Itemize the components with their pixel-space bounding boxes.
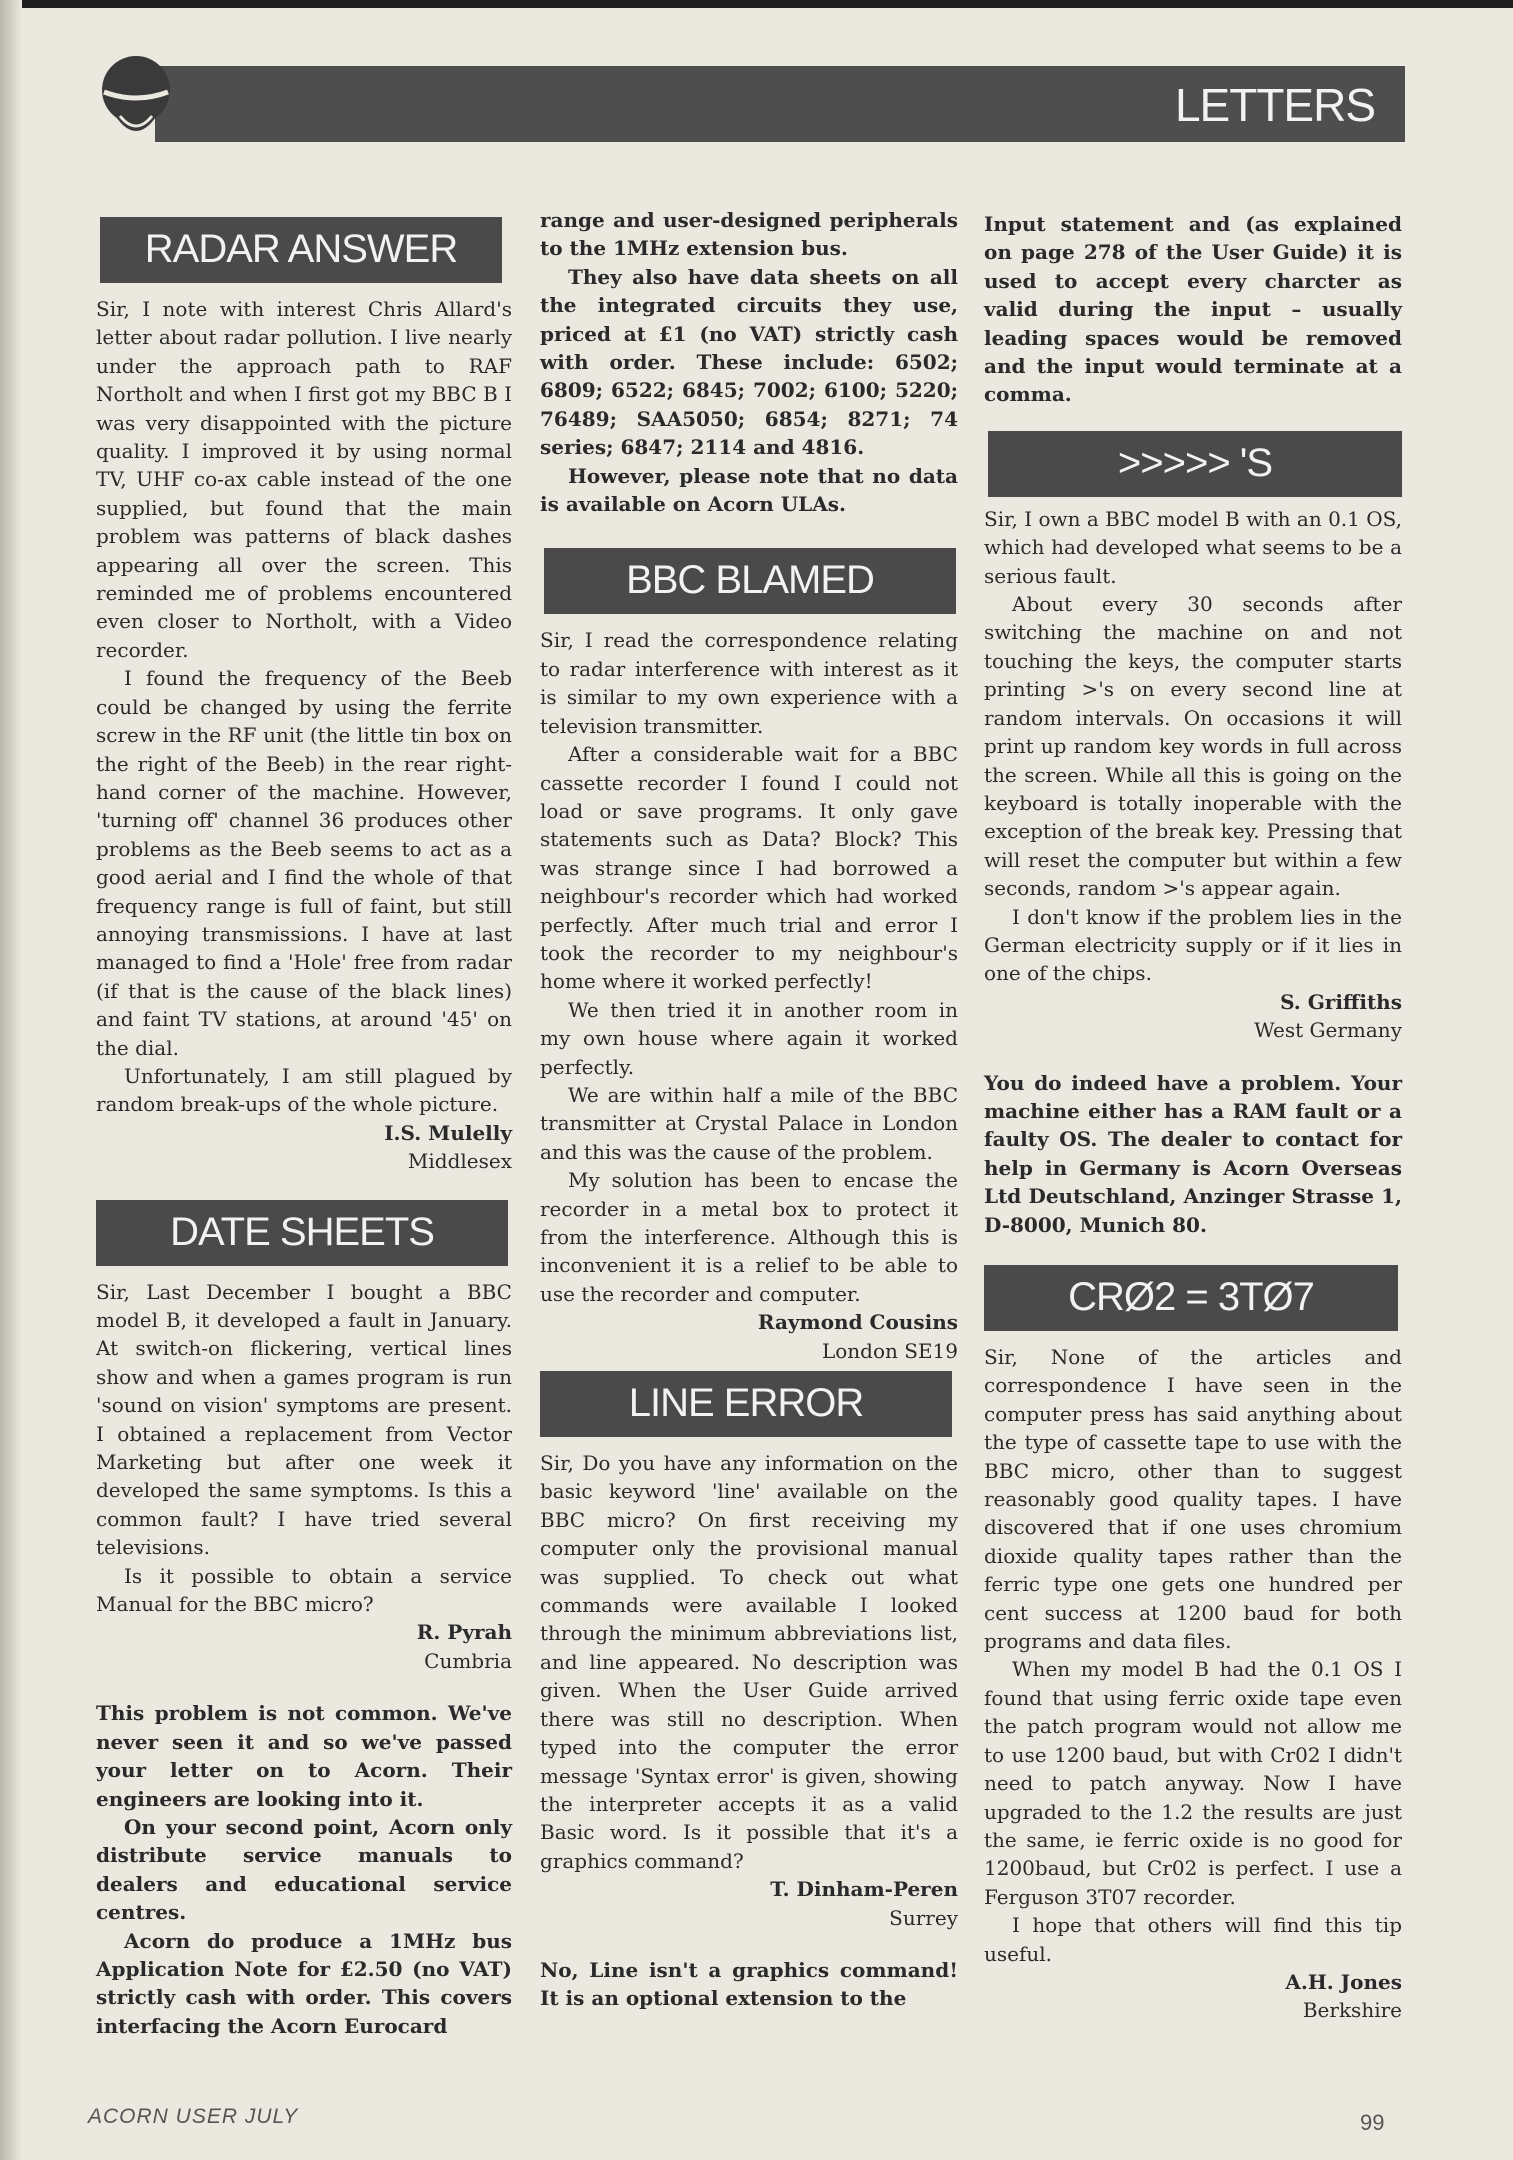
bbc-blamed-paragraph: My solution has been to encase the recorder in a metal box to protect it from the interference. Although this is inconvenient it is a relief to be able to use the recorder and computer.: [540, 1168, 958, 1306]
heading-date-sheets: DATE SHEETS: [96, 1200, 508, 1266]
signature-name: I.S. Mulelly: [384, 1120, 512, 1145]
signature-place: Surrey: [889, 1905, 958, 1930]
bbc-blamed-signature: [540, 1308, 958, 1365]
editor-reply-continued: range and user-designed peripherals to the 1MHz extension bus.: [540, 208, 958, 261]
prompts-paragraph: About every 30 seconds after switching the machine on and not touching the keys, the computer starts printing >'s on every second line at random intervals. On occasions it will print up random key words in full across the screen. While all this is going on the keyboard is totally inoperable with the exception of the break key. Pressing that will reset the computer but within a few seconds, random >'s appear again.: [984, 592, 1402, 901]
line-error-paragraph: Sir, Do you have any information on the basic keyword 'line' available on the BBC micro? On first receiving my computer only the provisional manual was supplied. To check out what commands were available I looked through the minimum abbreviations list, and line appeared. No description was given. When the User Guide arrived there was still no description. When typed into the computer the error message 'Syntax error' is given, showing the interpreter accepts it as a valid Basic word. Is it possible that it's a graphics command?: [540, 1451, 958, 1873]
heading-prompts: >>>>> 'S: [988, 431, 1402, 497]
radar-answer-paragraph: Sir, I note with interest Chris Allard's letter about radar pollution. I live nearly under the approach path to RAF Northolt and when I first got my BBC B I was very disappointed with the picture quality. I improved it by using normal TV, UHF co-ax cable instead of the one supplied, but found that the main problem was patterns of black dashes appearing all over the screen. This reminded me of problems encountered even closer to Northolt, with a Video recorder.: [96, 297, 512, 662]
column-2: [540, 206, 958, 2013]
radar-answer-paragraph: Unfortunately, I am still plagued by random break-ups of the whole picture.: [96, 1063, 512, 1117]
signature-place: London SE19: [821, 1338, 958, 1363]
top-rule: [0, 0, 1513, 8]
signature-name: T. Dinham-Peren: [770, 1877, 958, 1902]
signature-place: Middlesex: [407, 1149, 512, 1174]
radar-answer-signature: [96, 1119, 512, 1176]
signature-place: Cumbria: [424, 1648, 512, 1673]
prompts-paragraph: I don't know if the problem lies in the German electricity supply or if it lies in one of the chips.: [984, 904, 1402, 986]
section-title: LETTERS: [1174, 79, 1375, 131]
cro2-paragraph: When my model B had the 0.1 OS I found that using ferric oxide tape even the patch program would not allow me to use 1200 baud, but with Cr02 I didn't need to patch anyway. Now I have upgraded to the 1.2 the results are just the same, ie ferric oxide is no good for 1200baud, but Cr02 is perfect. I use a Ferguson 3T07 recorder.: [984, 1657, 1402, 1909]
prompts-paragraph: Sir, I own a BBC model B with an 0.1 OS, which had developed what seems to be a serious fault.: [984, 506, 1402, 588]
column-1: [96, 217, 512, 2040]
page-spine-shadow: [0, 0, 22, 2160]
signature-name: A.H. Jones: [1285, 1969, 1402, 1994]
bbc-blamed-paragraph: We are within half a mile of the BBC transmitter at Crystal Palace in London and this was the cause of the problem.: [540, 1082, 958, 1164]
cro2-signature: [984, 1968, 1402, 2025]
editor-reply: This problem is not common. We've never seen it and so we've passed your letter on to Acorn. Their engineers are looking into it.: [96, 1701, 512, 1811]
acorn-logo-icon: [100, 52, 172, 148]
radar-answer-paragraph: I found the frequency of the Beeb could be changed by using the ferrite screw in the RF unit (the little tin box on the right of the Beeb) in the rear right-hand corner of the machine. However, 'turning off' channel 36 produces other problems as the Beeb seems to act as a good aerial and I find the whole of that frequency range is full of faint, but still annoying transmissions. I have at last managed to find a 'Hole' free from radar (if that is the cause of the black lines) and faint TV stations, at around '45' on the dial.: [96, 666, 512, 1060]
column-3: [984, 210, 1402, 2025]
signature-name: S. Griffiths: [1280, 989, 1402, 1014]
editor-reply: No, Line isn't a graphics command! It is an optional extension to the: [540, 1957, 958, 2011]
section-banner: [155, 66, 1405, 142]
prompts-signature: [984, 988, 1402, 1045]
heading-radar-answer: RADAR ANSWER: [100, 217, 502, 283]
cro2-paragraph: Sir, None of the articles and correspondence I have seen in the computer press has said anything about the type of cassette tape to use with the BBC micro, other than to suggest reasonably good quality tapes. I have discovered that if one uses chromium dioxide quality tapes rather than the ferric type one gets one hundred per cent success at 1200 baud for both programs and data files.: [984, 1345, 1402, 1654]
heading-cro2: CRØ2 = 3TØ7: [984, 1265, 1398, 1331]
editor-reply-continued: Input statement and (as explained on page 278 of the User Guide) it is used to accept every charcter as valid during the input – usually leading spaces would be removed and the input would terminate at a comma.: [984, 212, 1402, 407]
bbc-blamed-paragraph: We then tried it in another room in my own house where again it worked perfectly.: [540, 997, 958, 1079]
cro2-paragraph: I hope that others will find this tip useful.: [984, 1913, 1402, 1966]
signature-place: Berkshire: [1302, 1998, 1402, 2023]
date-sheets-paragraph: Sir, Last December I bought a BBC model B, it developed a fault in January. At switch-on flickering, vertical lines show and when a games program is run 'sound on vision' symptoms are present. I obtained a replacement from Vector Marketing but after one week it developed the same symptoms. Is this a common fault? I have tried several televisions.: [96, 1279, 512, 1560]
date-sheets-paragraph: Is it possible to obtain a service Manual for the BBC micro?: [96, 1563, 512, 1617]
footer-magazine: ACORN USER JULY: [88, 2105, 299, 2128]
line-error-signature: [540, 1875, 958, 1932]
editor-reply-continued: However, please note that no data is available on Acorn ULAs.: [540, 463, 958, 517]
date-sheets-signature: [96, 1618, 512, 1675]
editor-reply: On your second point, Acorn only distribute service manuals to dealers and educational service centres.: [96, 1814, 512, 1925]
heading-line-error: LINE ERROR: [540, 1371, 952, 1437]
bbc-blamed-paragraph: Sir, I read the correspondence relating to radar interference with interest as it is similar to my own experience with a television transmitter.: [540, 628, 958, 738]
signature-place: West Germany: [1254, 1018, 1402, 1043]
signature-name: R. Pyrah: [416, 1620, 512, 1645]
editor-reply: You do indeed have a problem. Your machine either has a RAM fault or a faulty OS. The dealer to contact for help in Germany is Acorn Overseas Ltd Deutschland, Anzinger Strasse 1, D-8000, Munich 80.: [984, 1070, 1402, 1237]
bbc-blamed-paragraph: After a considerable wait for a BBC cassette recorder I found I could not load or save programs. It only gave statements such as Data? Block? This was strange since I had borrowed a neighbour's recorder which had worked perfectly. After much trial and error I took the recorder to my neighbour's home where it worked perfectly!: [540, 742, 958, 994]
heading-bbc-blamed: BBC BLAMED: [544, 548, 956, 614]
footer-page-number: 99: [1360, 2110, 1385, 2135]
editor-reply-continued: They also have data sheets on all the integrated circuits they use, priced at £1 (no VAT) strictly cash with order. These include: 6502; 6809; 6522; 6845; 7002; 6100; 5220; 76489; SAA5050; 6854; 8271; 74 series; 6847; 2114 and 4816.: [540, 264, 958, 460]
signature-name: Raymond Cousins: [757, 1310, 958, 1335]
editor-reply: Acorn do produce a 1MHz bus Application Note for £2.50 (no VAT) strictly cash with order. This covers interfacing the Acorn Eurocard: [96, 1928, 512, 2038]
